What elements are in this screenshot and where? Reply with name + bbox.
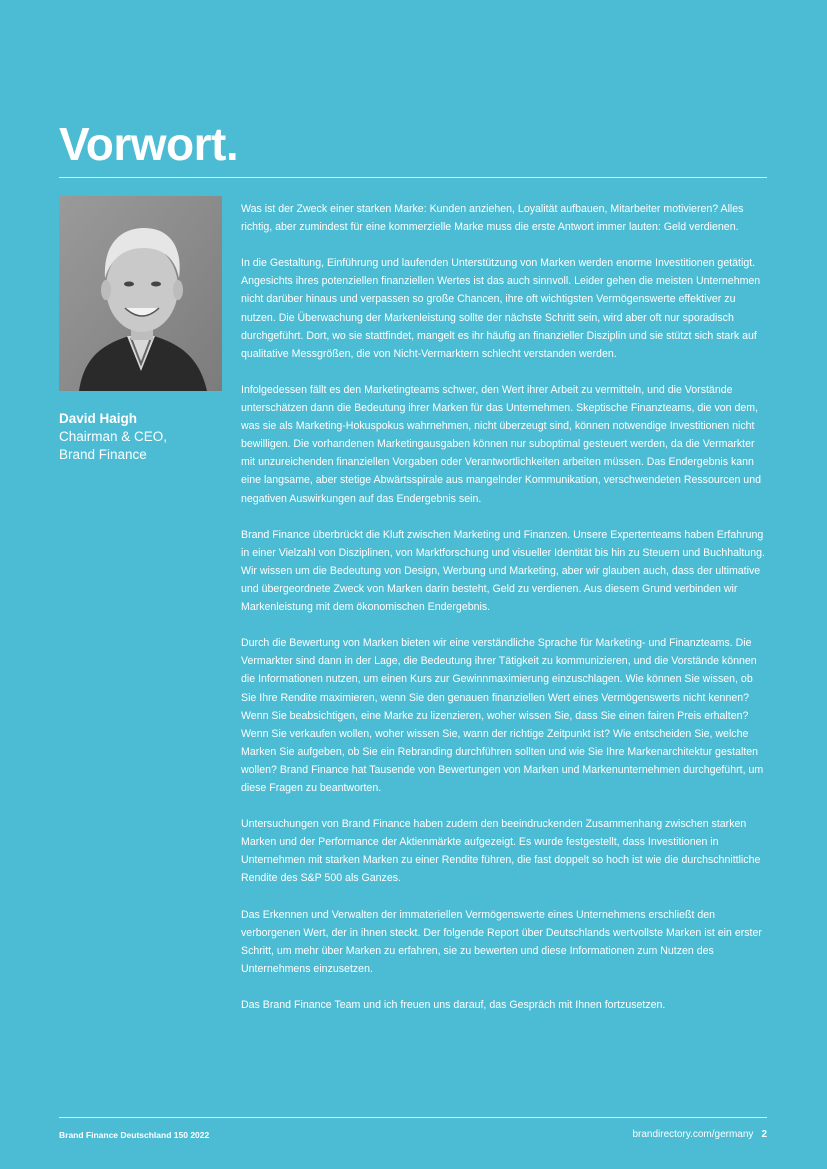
footer-url[interactable]: brandirectory.com/germany bbox=[632, 1129, 754, 1140]
paragraph: Was ist der Zweck einer starken Marke: Kunden anziehen, Loyalität aufbauen, Mitarbeiter motivieren? Alles richtig, aber zumindest für eine kommerzielle Marke muss die erste Antwort immer lauten: Geld verdienen. bbox=[241, 203, 744, 234]
page-number: 2 bbox=[761, 1129, 767, 1140]
paragraph: Das Erkennen und Verwalten der immateriellen Vermögenswerte eines Unternehmens erschließt den verborgenen Wert, der in ihnen steckt. Der folgende Report über Deutschlands wertvollste Marken ist ein erster Schritt, um mehr über Marken zu erfahren, sie zu bewerten und diese Informationen zum Nutzen des Unternehmens einzusetzen. bbox=[241, 908, 762, 975]
author-name: David Haigh bbox=[59, 411, 138, 426]
page-title: Vorwort. bbox=[59, 118, 239, 170]
footer-divider bbox=[59, 1117, 767, 1118]
footer-right bbox=[632, 1129, 767, 1140]
footer-report-title: Brand Finance Deutschland 150 2022 bbox=[59, 1130, 210, 1140]
author-photo bbox=[59, 196, 222, 391]
foreword-body bbox=[241, 200, 767, 1032]
divider bbox=[59, 177, 767, 178]
paragraph: Infolgedessen fällt es den Marketingteams schwer, den Wert ihrer Arbeit zu vermitteln, und die Vorstände unterschätzen dann die Bedeutung ihrer Marken für das Unternehmen. Skeptische Finanzteams, die von dem, was sie als Marketing-Hokuspokus wahrnehmen, nicht überzeugt sind, können notwendige Investitionen nicht bewilligen. Die vorhandenen Marketingausgaben können nur suboptimal gesteuert werden, da die Vermarkter mit unzureichenden finanziellen Vorgaben oder Verantwortlichkeiten arbeiten müssen. Das Endergebnis kann eine langsame, aber stetige Abwärtsspirale aus mangelnder Kommunikation, verschwendeten Ressourcen und negativen Auswirkungen auf das Endergebnis sein. bbox=[241, 383, 761, 505]
paragraph: Das Brand Finance Team und ich freuen uns darauf, das Gespräch mit Ihnen fortzusetzen. bbox=[241, 999, 666, 1012]
author-company: Brand Finance bbox=[59, 447, 147, 462]
paragraph: Untersuchungen von Brand Finance haben zudem den beeindruckenden Zusammenhang zwischen starken Marken und der Performance der Aktienmärkte aufgezeigt. Es wurde festgestellt, dass Investitionen in Unternehmen mit starken Marken zu einer Rendite führen, die fast doppelt so hoch ist wie die durchschnittliche Rendite des S&P 500 als Ganzes. bbox=[241, 818, 761, 885]
author-role: Chairman & CEO, bbox=[59, 429, 168, 444]
paragraph: Brand Finance überbrückt die Kluft zwischen Marketing und Finanzen. Unsere Expertenteams haben Erfahrung in einer Vielzahl von Disziplinen, von Marktforschung und visueller Identität bis hin zu Steuern und Buchhaltung. Wir wissen um die Bedeutung von Design, Werbung und Marketing, aber wir glauben auch, dass der ultimative und übergeordnete Zweck von Marken darin besteht, Geld zu verdienen. Aus diesem Grund verbinden wir Markenleistung mit dem ökonomischen Endergebnis. bbox=[241, 528, 765, 614]
paragraph: In die Gestaltung, Einführung und laufenden Unterstützung von Marken werden enorme Investitionen getätigt. Angesichts ihres potenziellen finanziellen Wertes ist das auch sinnvoll. Leider gehen die meisten Unternehmen nicht darüber hinaus und verpassen so große Chancen, ihre oft wichtigsten Vermögenswerte effektiver zu nutzen. Die Überwachung der Markenleistung sollte der nächste Schritt sein, wird aber oft nur sporadisch durchgeführt. Dort, wo sie stattfindet, mangelt es ihr häufig an finanzieller Disziplin und sie stützt sich stark auf qualitative Messgrößen, die von Nicht-Vermarktern schlecht verstanden werden. bbox=[241, 257, 761, 360]
author-block bbox=[59, 410, 229, 464]
paragraph: Durch die Bewertung von Marken bieten wir eine verständliche Sprache für Marketing- und Finanzteams. Die Vermarkter sind dann in der Lage, die Bedeutung ihrer Tätigkeit zu kommunizieren, und die Vorstände können die Informationen nutzen, um einen Kurs zur Gewinnmaximierung einzuschlagen. Wie können Sie wissen, ob Sie Ihre Rendite maximieren, wenn Sie den genauen finanziellen Wert eines Vermögenswerts nicht kennen? Wenn Sie beabsichtigen, eine Marke zu lizenzieren, woher wissen Sie, dass Sie einen fairen Preis erhalten? Wenn Sie verkaufen wollen, woher wissen Sie, wann der richtige Zeitpunkt ist? Wie entscheiden Sie, welche Marken Sie aufgeben, ob Sie ein Rebranding durchführen sollten und wie Sie Ihre Markenarchitektur gestalten wollen? Brand Finance hat Tausende von Bewertungen von Marken und Markenunternehmen durchgeführt, um diese Fragen zu beantworten. bbox=[241, 637, 764, 794]
